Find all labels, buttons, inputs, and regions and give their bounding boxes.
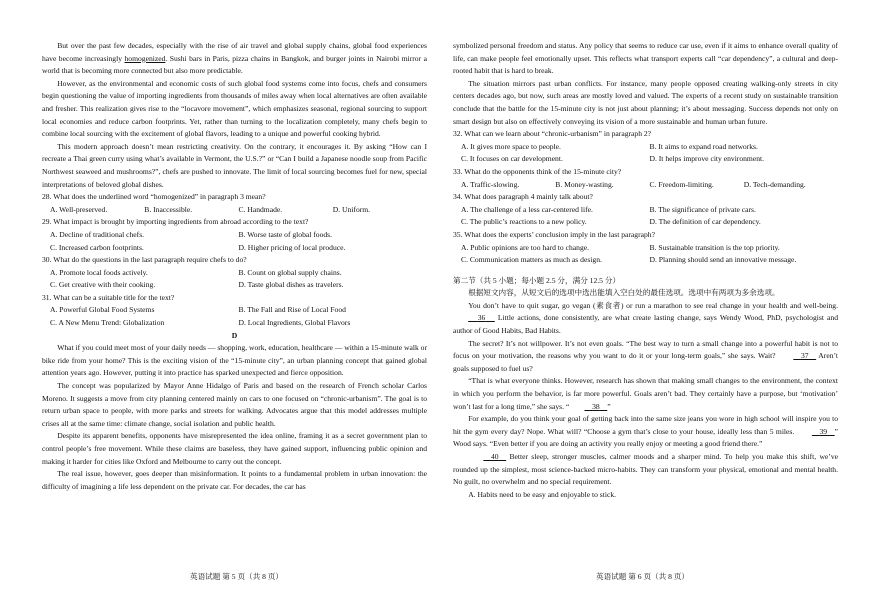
- question-29-options-row-1: [42, 229, 427, 242]
- blank-38-number: 38: [592, 401, 600, 411]
- passage-d-paragraph-5: The situation mirrors past urban conflicts. For instance, many people opposed creating walking-only streets in city centers decades ago, but now, such areas are mostly loved and valued. The experts of a recent study on sustainable transition conclude that the battle for the 15-minute city is not just about planning; it’s about messaging. Success depends not only on smart design but also on effectively conveying its vision of a more sustainable and human urban future.: [453, 78, 838, 126]
- blank-38[interactable]: [569, 401, 607, 414]
- cloze-text: Aren’t goals supposed to fuel us?: [453, 351, 838, 373]
- cloze-text: Better sleep, stronger muscles, calmer moods and a sharper mind. To help you make this shift, we’ve rounded up the simplest, most science-backed micro-habits. They can transform your physical, emotional and mental health. No guilt, no overwhelm and no special requirement.: [453, 452, 838, 487]
- question-31-options-row-1: [42, 304, 427, 317]
- cloze-option-a: A. Habits need to be easy and enjoyable to stick.: [468, 489, 617, 499]
- option-b[interactable]: B. Sustainable transition is the top priority.: [649, 242, 780, 252]
- question-35-options-row-1: [453, 242, 838, 255]
- page-footer-left: 英语试题 第 5 页（共 8 页）: [190, 572, 284, 581]
- option-d[interactable]: D. Tech-demanding.: [743, 179, 806, 189]
- question-30-options-row-2: [42, 279, 427, 292]
- option-b[interactable]: B. The significance of private cars.: [649, 204, 756, 214]
- option-c[interactable]: C. A New Menu Trend: Globalization: [50, 318, 165, 328]
- cloze-paragraph-2: [453, 338, 838, 376]
- option-b[interactable]: B. Count on global supply chains.: [238, 267, 342, 277]
- option-d[interactable]: D. Uniform.: [332, 204, 371, 214]
- option-d[interactable]: D. Planning should send an innovative message.: [649, 255, 797, 265]
- cloze-paragraph-5: [453, 451, 838, 489]
- question-34: 34. What does paragraph 4 mainly talk about?: [453, 192, 593, 202]
- option-d[interactable]: D. Taste global dishes as travelers.: [238, 280, 344, 290]
- option-b[interactable]: B. The Fall and Rise of Local Food: [238, 305, 346, 315]
- passage-d-paragraph-4: The real issue, however, goes deeper than misinformation. It points to a fundamental problem in urban innovation: the difficulty of imagining a life less dependent on the private car. For decades, the car has: [42, 469, 427, 491]
- question-32-options-row-1: [453, 141, 838, 154]
- question-28: 28. What does the underlined word “homogenized” in paragraph 3 mean?: [42, 192, 266, 202]
- section-d-heading: D: [231, 330, 238, 340]
- section-2-title: 第二节（共 5 小题；每小题 2.5 分，满分 12.5 分）: [453, 275, 621, 285]
- question-35-options-row-2: [453, 254, 838, 267]
- cloze-paragraph-1: [453, 300, 838, 338]
- cloze-paragraph-4: [453, 413, 838, 451]
- cloze-text: ”: [607, 401, 611, 411]
- question-34-options-row-2: [453, 216, 838, 229]
- option-a[interactable]: A. It gives more space to people.: [461, 141, 561, 151]
- passage-c-paragraph-1: [42, 40, 427, 78]
- option-c[interactable]: C. Handmade.: [238, 204, 283, 214]
- option-a[interactable]: A. Powerful Global Food Systems: [50, 305, 155, 315]
- passage-d-paragraph-2: The concept was popularized by Mayor Anne Hidalgo of Paris and based on the research of French scholar Carlos Moreno. It suggests a move from city planning centered mainly on cars to one focused on “chronic-urbanism”. The goal is to return urban space to people, with more parks and streets for walking. Advocates argue that this model addresses multiple crises all at the same time: climate change, social isolation and public health.: [42, 381, 427, 428]
- option-a[interactable]: A. Public opinions are too hard to change.: [461, 242, 590, 252]
- option-a[interactable]: A. Well-preserved.: [50, 204, 108, 214]
- right-column: [453, 40, 838, 501]
- passage-c-paragraph-3: This modern approach doesn’t mean restricting creativity. On the contrary, it encourages it. By asking “How can I recreate a Thai green curry using what’s available in Vermont, the U.S.?” or “Can I build a Japanese noodle soup from Pacific Northwest seaweed and mushrooms?”, chefs are pushed to innovate. The limit of local sourcing becomes fuel for new, special interpretations of beloved global dishes.: [42, 141, 427, 189]
- passage-d-paragraph-4-cont: symbolized personal freedom and status. Any policy that seems to reduce car use, even if it aims to enhance overall quality of life, can make people feel emotionally upset. This reflects what transport experts call “car dependency”, a cultural and deep-rooted habit that is hard to break.: [453, 41, 838, 76]
- cloze-text: Little actions, done consistently, are what create lasting change, says Wendy Wood, PhD, psychologist and author of Good Habits, Bad Habits.: [453, 313, 838, 336]
- cloze-text: The secret? It’s not willpower. It’s not even goals. “The best way to turn a small change into a powerful habit is not to focus on your motivation, the reasons why you want to do it or your long-term goals,” she says. Wait?: [453, 338, 838, 361]
- question-32: 32. What can we learn about “chronic-urbanism” in paragraph 2?: [453, 129, 652, 139]
- question-30: 30. What do the questions in the last paragraph require chefs to do?: [42, 255, 247, 265]
- option-a[interactable]: A. Decline of traditional chefs.: [50, 229, 145, 239]
- option-c[interactable]: C. Communication matters as much as design.: [461, 255, 602, 265]
- question-28-options: [42, 204, 427, 217]
- question-30-options-row-1: [42, 267, 427, 280]
- option-b[interactable]: B. Money-wasting.: [555, 179, 614, 189]
- option-b[interactable]: B. Inaccessible.: [144, 204, 193, 214]
- option-b[interactable]: B. It aims to expand road networks.: [649, 141, 758, 151]
- passage-c-paragraph-2: However, as the environmental and economic costs of such global food systems come into focus, chefs and consumers begin questioning the value of importing ingredients from thousands of miles away when local alternatives are often available and fresher. This realization gives rise to the “locavore movement”, which emphasizes seasonal, regional sourcing to support local economies and reduce carbon footprints. Yet, rather than turning to the localization completely, many chefs begin to combine local sourcing with the excitement of global flavors, leading to a unique and powerful cooking hybrid.: [42, 78, 427, 139]
- question-34-options-row-1: [453, 204, 838, 217]
- question-33-options: [453, 179, 838, 192]
- cloze-text: You don’t have to quit sugar, go vegan (素食者) or run a marathon to see real change in your health and well-being.: [468, 300, 838, 310]
- section-2-instructions: 根据短文内容，从短文后的选项中选出能填入空白处的最佳选项。选项中有两项为多余选项。: [468, 288, 780, 298]
- cloze-text: ” Wood says. “Even better if you are doing an activity you really enjoy or meeting a good friend there.”: [453, 426, 838, 449]
- question-33: 33. What do the opponents think of the 15-minute city?: [453, 166, 622, 176]
- option-a[interactable]: A. The challenge of a less car-centered life.: [461, 204, 593, 214]
- page-footer-right: 英语试题 第 6 页（共 8 页）: [596, 572, 690, 581]
- option-c[interactable]: C. Freedom-limiting.: [649, 179, 714, 189]
- blank-40-number: 40: [490, 452, 499, 461]
- option-d[interactable]: D. It helps improve city environment.: [649, 154, 765, 164]
- cloze-paragraph-3: [453, 375, 838, 413]
- option-c[interactable]: C. Increased carbon footprints.: [50, 242, 144, 252]
- option-c[interactable]: C. The public’s reactions to a new policy.: [461, 217, 587, 227]
- question-29-options-row-2: [42, 242, 427, 255]
- option-b[interactable]: B. Worse taste of global foods.: [238, 229, 333, 239]
- blank-40[interactable]: [468, 451, 506, 464]
- question-31: 31. What can be a suitable title for the text?: [42, 292, 175, 302]
- question-29: 29. What impact is brought by importing ingredients from abroad according to the text?: [42, 217, 309, 227]
- cloze-text: “That is what everyone thinks. However, research has shown that making small changes to the environment, the context in which you perform the behavior, is far more powerful. Goals aren’t bad. They certainly have a purpose, but ‘motivation’ won’t last for a long time,” she says. “: [453, 376, 838, 411]
- question-35: 35. What does the experts’ conclusion imply in the last paragraph?: [453, 229, 655, 239]
- passage-d-paragraph-3: Despite its apparent benefits, opponents have misrepresented the idea online, framing it as a secret government plan to control people’s free movement. While these claims are baseless, they have gained support, influencing public opinion and making it harder for cities like Oxford and Melbourne to carry out the concept.: [42, 431, 427, 466]
- option-c[interactable]: C. It focuses on car development.: [461, 154, 563, 164]
- blank-39-number: 39: [819, 426, 828, 436]
- blank-39[interactable]: [797, 426, 835, 439]
- option-d[interactable]: D. Local Ingredients, Global Flavors: [238, 318, 351, 328]
- cloze-text: For example, do you think your goal of getting back into the same size jeans you wore in high school will inspire you to hit the gym every day? Nope. What will? “Choose a gym that’s close to your house, ideally less than 5 miles.: [453, 414, 838, 436]
- p1-after: . Sushi bars in Paris, pizza chains in Bangkok, and burger joints in Nairobi mirror a world that is becoming more connected but also more predictable.: [42, 53, 427, 76]
- question-31-options-row-2: [42, 317, 427, 330]
- option-a[interactable]: A. Promote local foods actively.: [50, 267, 148, 277]
- option-d[interactable]: D. The definition of car dependency.: [649, 217, 761, 227]
- p1-before: But over the past few decades, especially with the rise of air travel and global supply chains, global food experiences have become increasingly: [42, 41, 427, 63]
- blank-37-number: 37: [800, 351, 809, 361]
- section-gap: [453, 267, 838, 275]
- blank-36-number: 36: [477, 313, 486, 323]
- blank-37[interactable]: [778, 350, 816, 363]
- option-c[interactable]: C. Get creative with their cooking.: [50, 280, 156, 290]
- left-column: [42, 40, 427, 493]
- option-a[interactable]: A. Traffic-slowing.: [461, 179, 520, 189]
- blank-36[interactable]: [453, 312, 495, 325]
- option-d[interactable]: D. Higher pricing of local produce.: [238, 242, 346, 252]
- question-32-options-row-2: [453, 153, 838, 166]
- underlined-word: homogenized: [124, 53, 166, 63]
- passage-d-paragraph-1: What if you could meet most of your daily needs — shopping, work, education, healthcare — within a 15-minute walk or bike ride from your home? This is the exciting vision of the “15-minute city”, an urban planning concept that gained global attention years ago. However, putting it into practice has sparked unexpected and fierce opposition.: [42, 343, 427, 378]
